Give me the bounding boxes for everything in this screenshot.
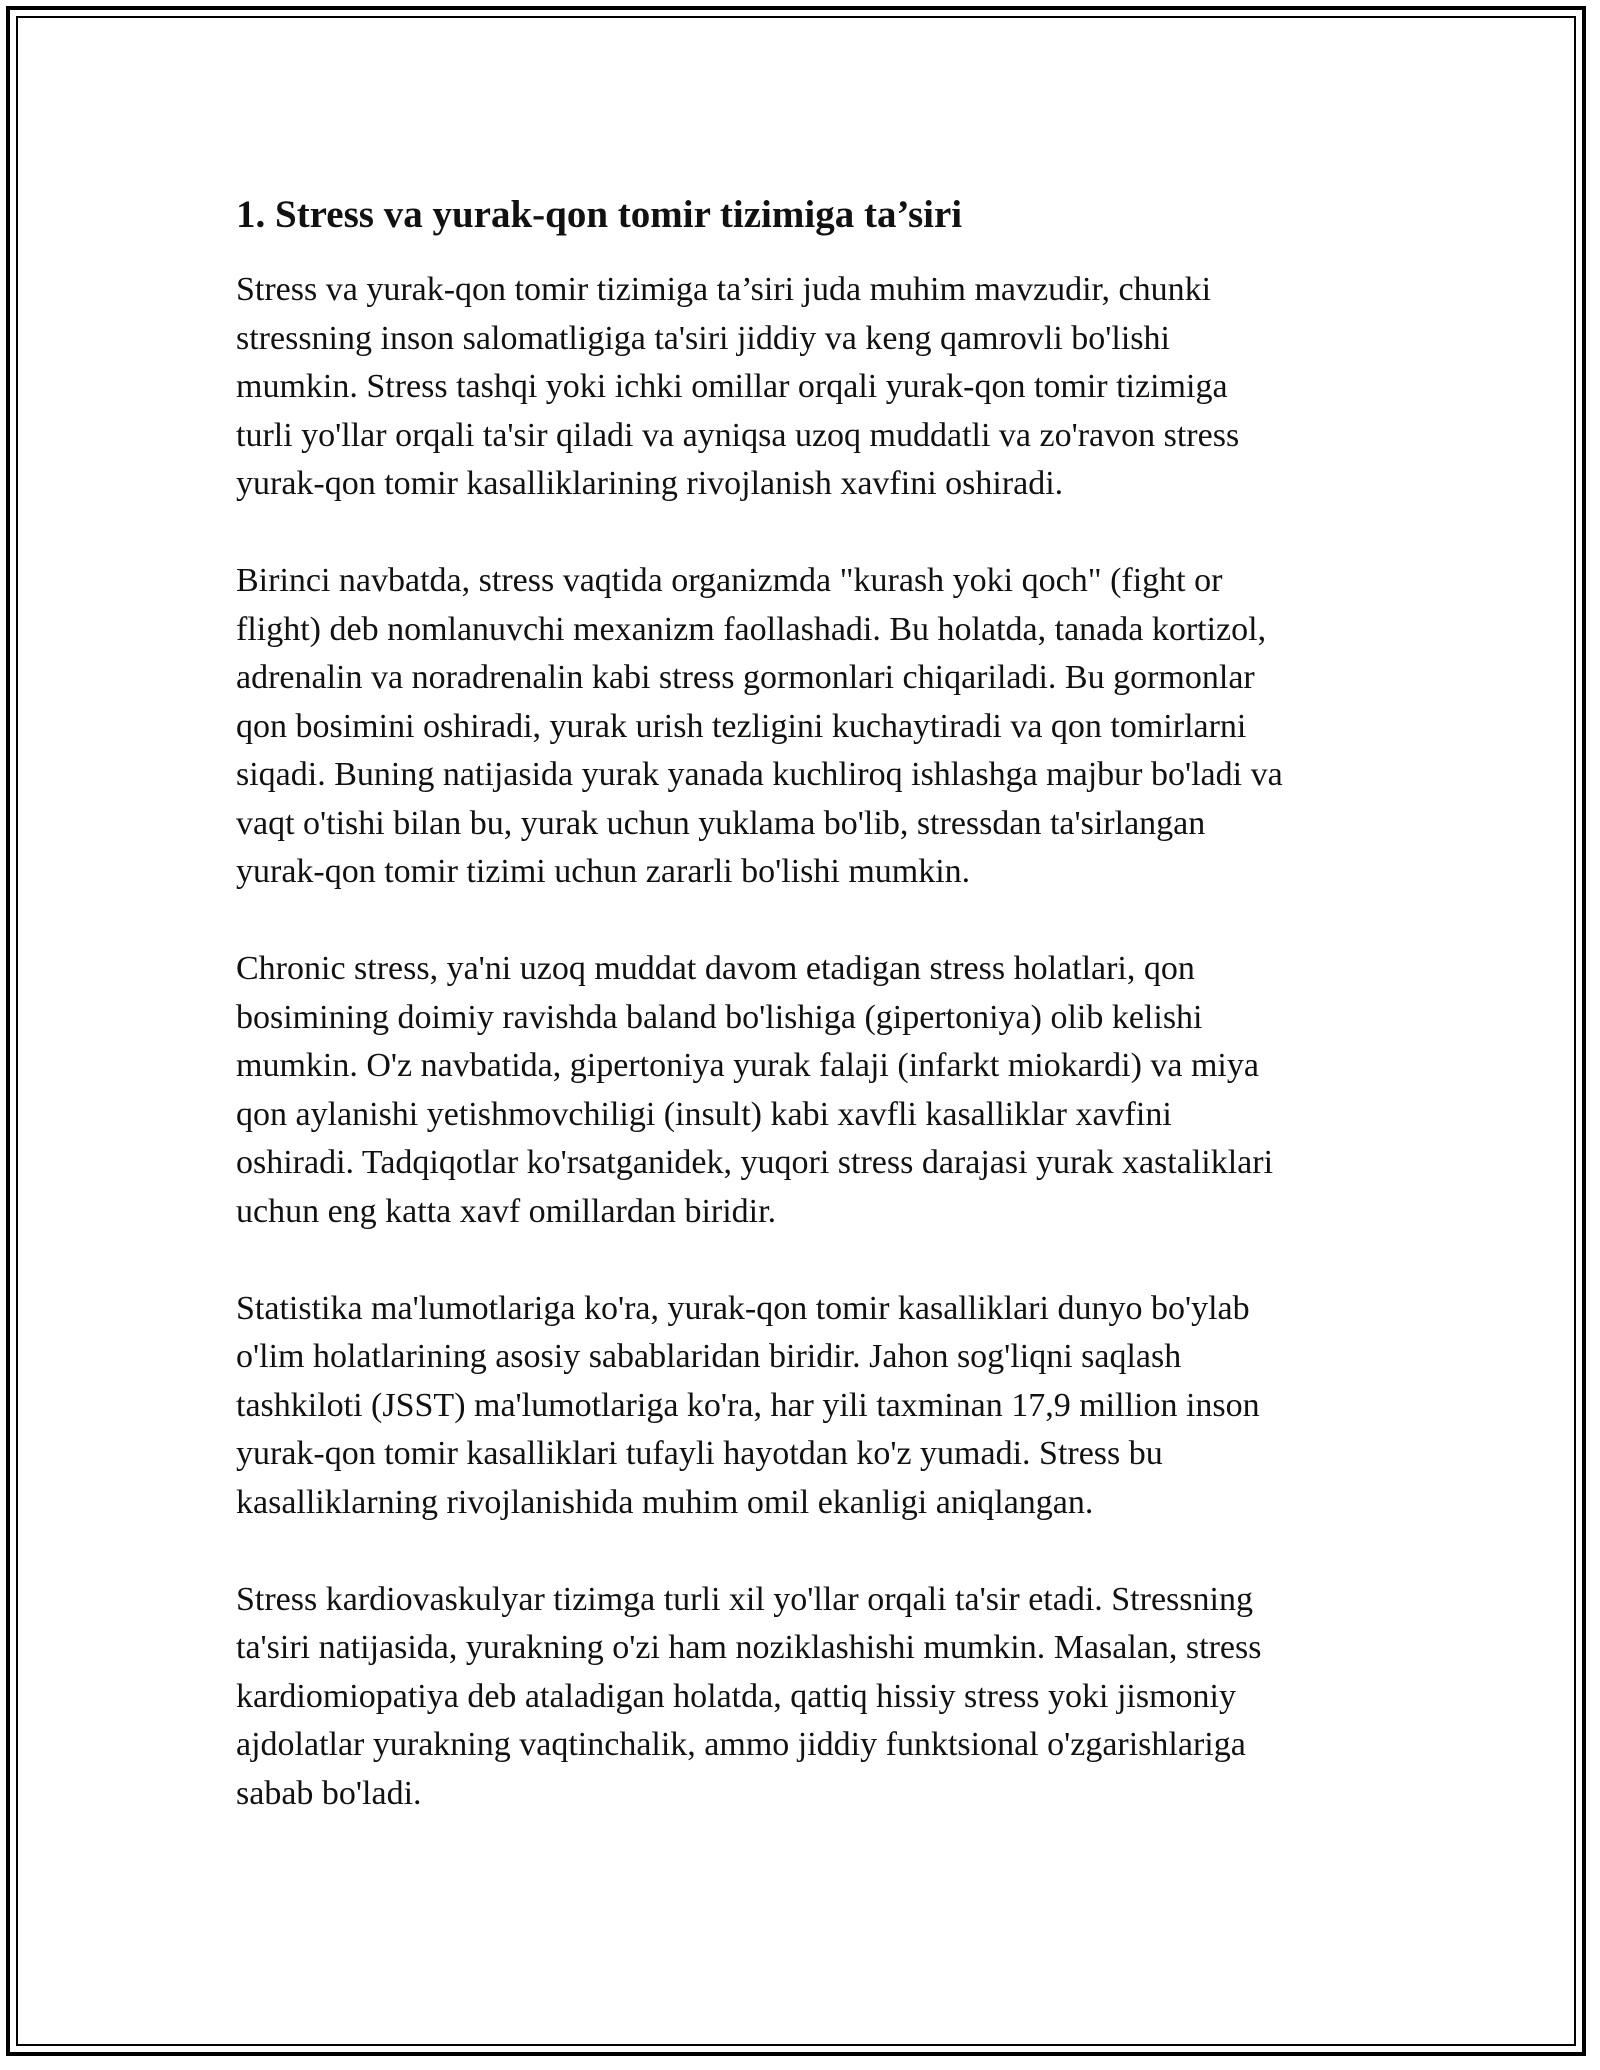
paragraph-statistics: Statistika ma'lumotlariga ko'ra, yurak-qon tomir kasalliklari dunyo bo'ylab o'lim holatlarining asosiy sabablaridan biridir. Jahon sog'liqni saqlash tashkiloti (JSST) ma'lumotlariga ko'ra, har yili taxminan 17,9 million inson yurak-qon tomir kasalliklari tufayli hayotdan ko'z yumadi. Stress bu kasalliklarning rivojlanishida muhim omil ekanligi aniqlangan.: [236, 1289, 1260, 1521]
document-body: [236, 186, 1376, 1867]
paragraph-cardiomyopathy: Stress kardiovaskulyar tizimga turli xil yo'llar orqali ta'sir etadi. Stressning ta'siri natijasida, yurakning o'zi ham noziklashishi mumkin. Masalan, stress kardiomiopatiya deb ataladigan holatda, qattiq hissiy stress yoki jismoniy ajdolatlar yurakning vaqtinchalik, ammo jiddiy funktsional o'zgarishlariga sabab bo'ladi.: [236, 1580, 1262, 1812]
paragraph-fight-or-flight: Birinci navbatda, stress vaqtida organizmda "kurash yoki qoch" (fight or flight) deb nomlanuvchi mexanizm faollashadi. Bu holatda, tanada kortizol, adrenalin va noradrenalin kabi stress gormonlari chiqariladi. Bu gormonlar qon bosimini oshiradi, yurak urish tezligini kuchaytiradi va qon tomirlarni siqadi. Buning natijasida yurak yanada kuchliroq ishlashga majbur bo'ladi va vaqt o'tishi bilan bu, yurak uchun yuklama bo'lib, stressdan ta'sirlangan yurak-qon tomir tizimi uchun zararli bo'lishi mumkin.: [236, 562, 1283, 890]
section-heading: 1. Stress va yurak-qon tomir tizimiga ta’siri: [236, 193, 963, 236]
paragraph-chronic-stress: Chronic stress, ya'ni uzoq muddat davom etadigan stress holatlari, qon bosimining doimiy ravishda baland bo'lishiga (gipertoniya) olib kelishi mumkin. O'z navbatida, gipertoniya yurak falaji (infarkt miokardi) va miya qon aylanishi yetishmovchiligi (insult) kabi xavfli kasalliklar xavfini oshiradi. Tadqiqotlar ko'rsatganidek, yuqori stress darajasi yurak xastaliklari uchun eng katta xavf omillardan biridir.: [236, 950, 1274, 1230]
paragraph-intro: Stress va yurak-qon tomir tizimiga ta’siri juda muhim mavzudir, chunki stressning inson salomatligiga ta'siri jiddiy va keng qamrovli bo'lishi mumkin. Stress tashqi yoki ichki omillar orqali yurak-qon tomir tizimiga turli yo'llar orqali ta'sir qiladi va ayniqsa uzoq muddatli va zo'ravon stress yurak-qon tomir kasalliklarining rivojlanish xavfini oshiradi.: [236, 271, 1240, 502]
